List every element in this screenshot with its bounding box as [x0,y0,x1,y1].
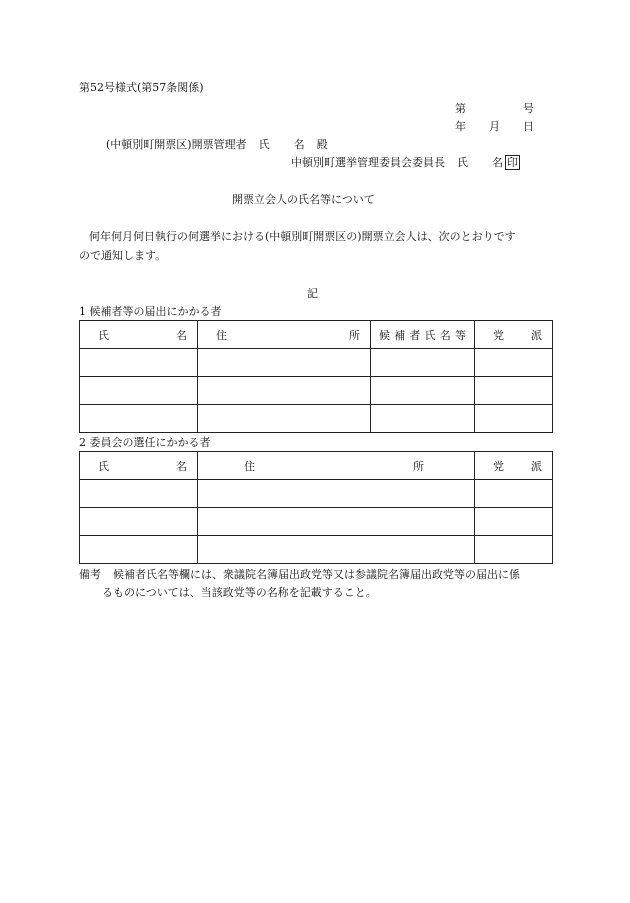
cell-address [198,349,371,377]
section2-table [79,451,553,564]
table-row [80,508,553,536]
date-year: 年 [455,120,466,133]
sender [291,155,520,170]
number-prefix: 第 [455,102,466,115]
addressee-office: (中頓別町開票区)開票管理者 [106,138,247,151]
cell-name [80,349,198,377]
seal-stamp: 印 [507,156,518,169]
remarks-label: 備考 [79,568,101,581]
addressee-name-1: 氏 [258,138,270,151]
header-name: 氏 名 [80,452,198,480]
section1-header-row [80,321,553,349]
sender-name-2: 名 [492,156,503,169]
document-title: 開票立会人の氏名等について [232,193,375,206]
sender-name-1: 氏 [457,156,468,169]
remarks-line-2: るものについては、当該政党等の名称を記載すること。 [102,586,377,599]
cell-name [80,377,198,405]
section2-header-row [80,452,553,480]
cell-party [475,536,553,564]
document-number [455,102,534,116]
form-number-label: 第52号様式(第57条関係) [79,81,204,94]
addressee-honorific: 殿 [316,138,328,151]
cell-address [198,377,371,405]
cell-candidate [371,349,475,377]
cell-address [198,405,371,433]
addressee-name-2: 名 [293,138,305,151]
cell-party [475,508,553,536]
header-party: 党 派 [475,452,553,480]
cell-address [198,536,475,564]
sender-title: 中頓別町選挙管理委員会委員長 [291,156,445,169]
section2-heading: 2 委員会の選任にかかる者 [79,436,211,449]
header-address: 住 所 [198,321,371,349]
document-date [455,120,534,134]
header-name: 氏 名 [80,321,198,349]
body-text-line-1: 何年何月何日執行の何選挙における(中頓別町開票区の)開票立会人は、次のとおりです [89,230,516,243]
table-row [80,349,553,377]
cell-candidate [371,377,475,405]
addressee [106,138,328,152]
cell-name [80,405,198,433]
number-suffix: 号 [523,102,534,115]
table-row [80,480,553,508]
header-party: 党 派 [475,321,553,349]
date-month: 月 [489,120,500,133]
section1-table [79,320,553,433]
remarks-text-1: 候補者氏名等欄には、衆議院名簿届出政党等又は参議院名簿届出政党等の届出に係 [113,568,520,581]
header-candidate-name: 候 補 者 氏 名 等 [371,321,475,349]
cell-party [475,405,553,433]
cell-candidate [371,405,475,433]
table-row [80,536,553,564]
cell-party [475,377,553,405]
body-text-line-2: ので通知します。 [79,249,167,262]
cell-name [80,480,198,508]
remarks-line-1 [79,568,520,582]
cell-address [198,480,475,508]
date-day: 日 [523,120,534,133]
section1-heading: 1 候補者等の届出にかかる者 [79,305,222,318]
cell-party [475,480,553,508]
cell-name [80,508,198,536]
table-row [80,405,553,433]
header-address: 住 所 [198,452,475,480]
cell-name [80,536,198,564]
table-row [80,377,553,405]
ki-marker: 記 [307,287,318,300]
cell-party [475,349,553,377]
cell-address [198,508,475,536]
